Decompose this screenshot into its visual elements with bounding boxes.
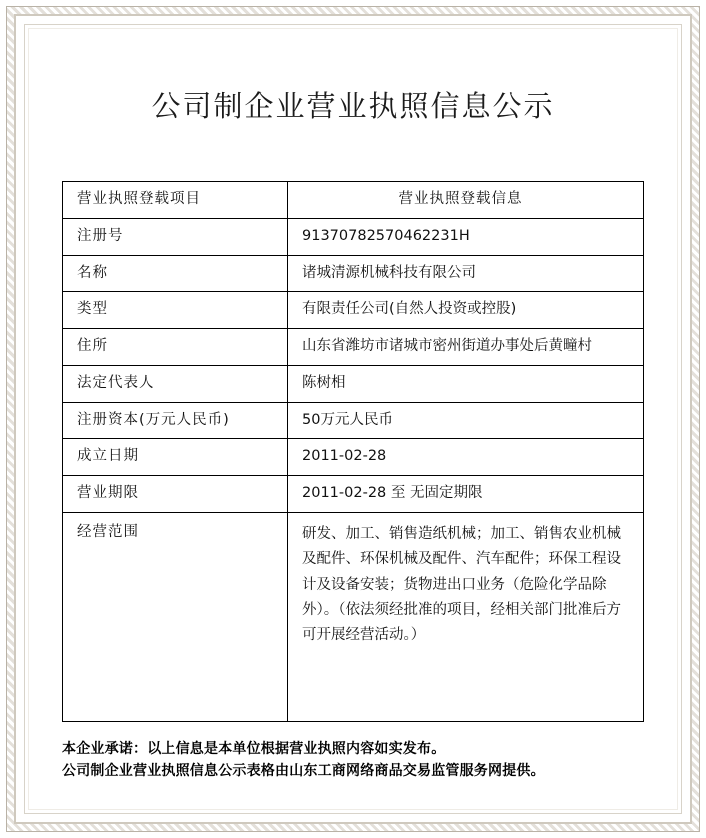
row-value-address: 山东省潍坊市诸城市密州街道办事处后黄疃村 xyxy=(288,329,644,366)
table-row xyxy=(63,292,644,329)
table-header-value: 营业执照登载信息 xyxy=(288,182,644,219)
row-value-business-term: 2011-02-28 至 无固定期限 xyxy=(288,476,644,513)
table-row xyxy=(63,255,644,292)
row-label-type: 类型 xyxy=(63,292,288,329)
row-value-registered-capital: 50万元人民币 xyxy=(288,402,644,439)
footer-line-1: 本企业承诺：以上信息是本单位根据营业执照内容如实发布。 xyxy=(62,740,446,757)
row-value-establishment-date: 2011-02-28 xyxy=(288,439,644,476)
table-row xyxy=(63,365,644,402)
document-content xyxy=(34,34,672,804)
table-header-row xyxy=(63,182,644,219)
table-row xyxy=(63,329,644,366)
row-value-name: 诸城清源机械科技有限公司 xyxy=(288,255,644,292)
row-label-business-term: 营业期限 xyxy=(63,476,288,513)
license-info-table-wrapper xyxy=(62,181,644,722)
row-label-registered-capital: 注册资本(万元人民币) xyxy=(63,402,288,439)
row-value-type: 有限责任公司(自然人投资或控股) xyxy=(288,292,644,329)
row-label-business-scope: 经营范围 xyxy=(63,512,288,721)
footer-line-2: 公司制企业营业执照信息公示表格由山东工商网络商品交易监管服务网提供。 xyxy=(62,763,545,780)
table-header-label: 营业执照登载项目 xyxy=(63,182,288,219)
row-label-registration-number: 注册号 xyxy=(63,218,288,255)
table-row xyxy=(63,439,644,476)
page-title: 公司制企业营业执照信息公示 xyxy=(151,89,555,123)
table-row xyxy=(63,402,644,439)
row-value-business-scope: 研发、加工、销售造纸机械；加工、销售农业机械及配件、环保机械及配件、汽车配件；环保工程设计及设备安装；货物进出口业务（危险化学品除外）。（依法须经批准的项目，经相关部门批准后方可开展经营活动。） xyxy=(288,512,644,721)
row-value-registration-number: 91370782570462231H xyxy=(288,218,644,255)
license-info-table xyxy=(62,181,644,722)
table-row-business-scope xyxy=(63,512,644,721)
table-row xyxy=(63,218,644,255)
footer-note xyxy=(62,738,644,783)
row-value-legal-representative: 陈树相 xyxy=(288,365,644,402)
row-label-establishment-date: 成立日期 xyxy=(63,439,288,476)
row-label-name: 名称 xyxy=(63,255,288,292)
row-label-address: 住所 xyxy=(63,329,288,366)
row-label-legal-representative: 法定代表人 xyxy=(63,365,288,402)
table-row xyxy=(63,476,644,513)
